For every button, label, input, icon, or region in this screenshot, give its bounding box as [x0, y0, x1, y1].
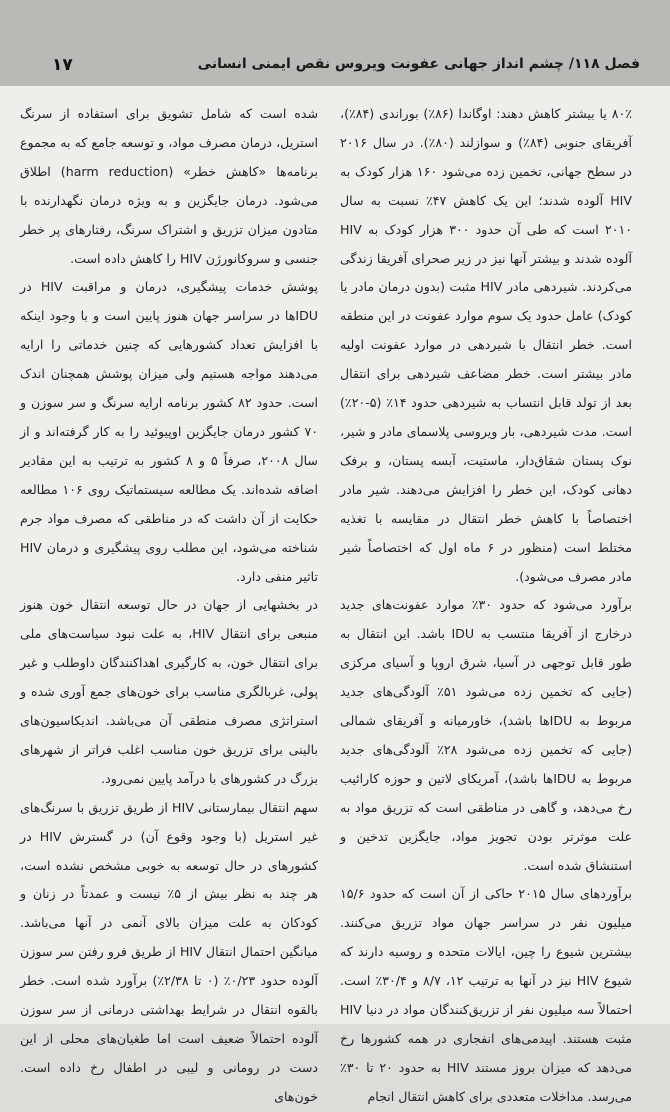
paragraph: در بخشهایی از جهان در حال توسعه انتقال خون هنوز منبعی برای انتقال HIV، به علت نبود سیاست‌های ملی برای انتقال خون، به کارگیری اهداکنندگان داوطلب و غیر پولی، غربالگری مناسب برای خون‌های جمع آوری شده و استراتژی مصرف منطقی آن می‌باشد. اندیکاسیون‌های بالینی برای تزریق خون مناسب اغلب فراتر از شهرهای بزرگ در کشورهای با درآمد پایین نمی‌رود. — [20, 597, 318, 786]
left-text-column — [20, 100, 318, 1112]
paragraph: پوشش خدمات پیشگیری، درمان و مراقبت HIV در IDUها در سراسر جهان هنوز پایین است و با وجود اینکه با افزایش تعداد کشورهایی که چنین خدماتی را ارایه می‌دهند مواجه هستیم ولی میزان پوشش همچنان اندک است. حدود ۸۲ کشور برنامه ارایه سرنگ و سر سوزن و ۷۰ کشور درمان جایگزین اوپیوئید را به کار گرفته‌اند و از سال ۲۰۰۸، صرفاً ۵ و ۸ کشور به ترتیب به این مقادیر اضافه شده‌اند. یک مطالعه سیستماتیک روی ۱۰۶ مطالعه حکایت از آن داشت که در مناطقی که مصرف مواد جرم شناخته می‌شود، این مطلب روی پیشگیری و درمان HIV تاثیر منفی دارد. — [20, 279, 318, 584]
page-number: ۱۷ — [52, 55, 73, 75]
paragraph: برآوردهای سال ۲۰۱۵ حاکی از آن است که حدود ۱۵/۶ میلیون نفر در سراسر جهان مواد تزریق می‌کنند. بیشترین شیوع را چین، ایالات متحده و روسیه دارند که شیوع HIV نیز در آنها به ترتیب ۱۲، ۸/۷ و ۳۰/۴٪ است. احتمالاً سه میلیون نفر از تزریق‌کنندگان مواد در دنیا HIV مثبت هستند. اپیدمی‌های انفجاری در همه کشورها رخ می‌دهد که میزان بروز مستند HIV به حدود ۲۰ تا ۳۰٪ می‌رسد. مداخلات متعددی برای کاهش انتقال انجام — [340, 886, 632, 1104]
paragraph: ۸۰٪ یا بیشتر کاهش دهند: اوگاندا (۸۶٪) بوراندی (۸۴٪)، آفریقای جنوبی (۸۴٪) و سوازلند (۸۰٪). در سال ۲۰۱۶ در سطح جهانی، تخمین زده می‌شود ۱۶۰ هزار کودک به HIV آلوده شدند؛ این یک کاهش ۴۷٪ نسبت به سال ۲۰۱۰ است که طی آن حدود ۳۰۰ هزار کودک به HIV آلوده شدند و بیشتر آنها نیز در زیر صحرای آفریقا زندگی می‌کردند. شیردهی مادر HIV مثبت (بدون درمان مادر یا کودک) عامل حدود یک سوم موارد عفونت در این منطقه است. خطر انتقال با شیردهی در موارد عفونت اولیه مادر بیشتر است. خطر مضاعف شیردهی برای انتقال بعد از تولد قابل انتساب به شیردهی حدود ۱۴٪ (۵-۲۰٪) است. مدت شیردهی، بار ویروسی پلاسمای مادر و شیر، نوک پستان شقاق‌دار، ماستیت، آبسه پستان، و برفک دهانی کودک، این خطر را افزایش می‌دهند. شیر مادر اختصاصاً با کاهش خطر انتقال در مقایسه با تغذیه مختلط است (منظور در ۶ ماه اول که اختصاصاً شیر مادر مصرف می‌شود). — [340, 106, 633, 584]
right-text-column — [340, 100, 632, 1112]
paragraph: سهم انتقال بیمارستانی HIV از طریق تزریق با سرنگ‌های غیر استریل (با وجود وقوع آن) در گسترش HIV در کشورهای در حال توسعه به خوبی مشخص نشده است، هر چند به نظر بیش از ۵٪ نیست و عمدتاً در زنان و کودکان به علت میزان بالای آنمی در آنها می‌باشد. میانگین احتمال انتقال HIV از طریق فرو رفتن سر سوزن آلوده حدود ۰/۲۳٪ (۰ تا ۲/۳۸٪) برآورد شده است. خطر بالقوه انتقال در شرایط بهداشتی درمانی از سر سوزن آلوده احتمالاً ضعیف است اما طغیان‌های محلی از این دست در رومانی و لیبی در اطفال رخ داده است. خون‌های — [20, 799, 318, 1104]
chapter-title: فصل ۱۱۸/ چشم انداز جهانی عفونت ویروس نقص ایمنی انسانی — [197, 56, 640, 72]
paragraph: برآورد می‌شود که حدود ۳۰٪ موارد عفونت‌های جدید درخارج از آفریقا منتسب به IDU باشد. این انتقال به طور قابل توجهی در آسیا، شرق اروپا و آسیای مرکزی (جایی که تخمین زده می‌شود ۵۱٪ آلودگی‌های جدید مربوط به IDUها باشد)، خاورمیانه و آفریقای شمالی (جایی که تخمین زده می‌شود ۲۸٪ آلودگی‌های جدید مربوط به IDUها باشد)، آمریکای لاتین و حوزه کارائیب رخ می‌دهد، و گاهی در مناطقی است که تزریق مواد به علت موثرتر بودن تجویز مواد، جایگزین تدخین و استنشاق شده است. — [340, 597, 632, 873]
paragraph: شده است که شامل تشویق برای استفاده از سرنگ استریل، درمان مصرف مواد، و توسعه جامع که به مجموع برنامه‌ها «کاهش خطر» (harm reduction) اطلاق می‌شود. درمان جایگزین و به ویژه درمان نگهدارنده با متادون میزان تزریق و اشتراک سرنگ، رفتارهای پر خطر جنسی و سروکانورژن HIV را کاهش داده است. — [20, 106, 318, 266]
page-header — [0, 0, 670, 86]
